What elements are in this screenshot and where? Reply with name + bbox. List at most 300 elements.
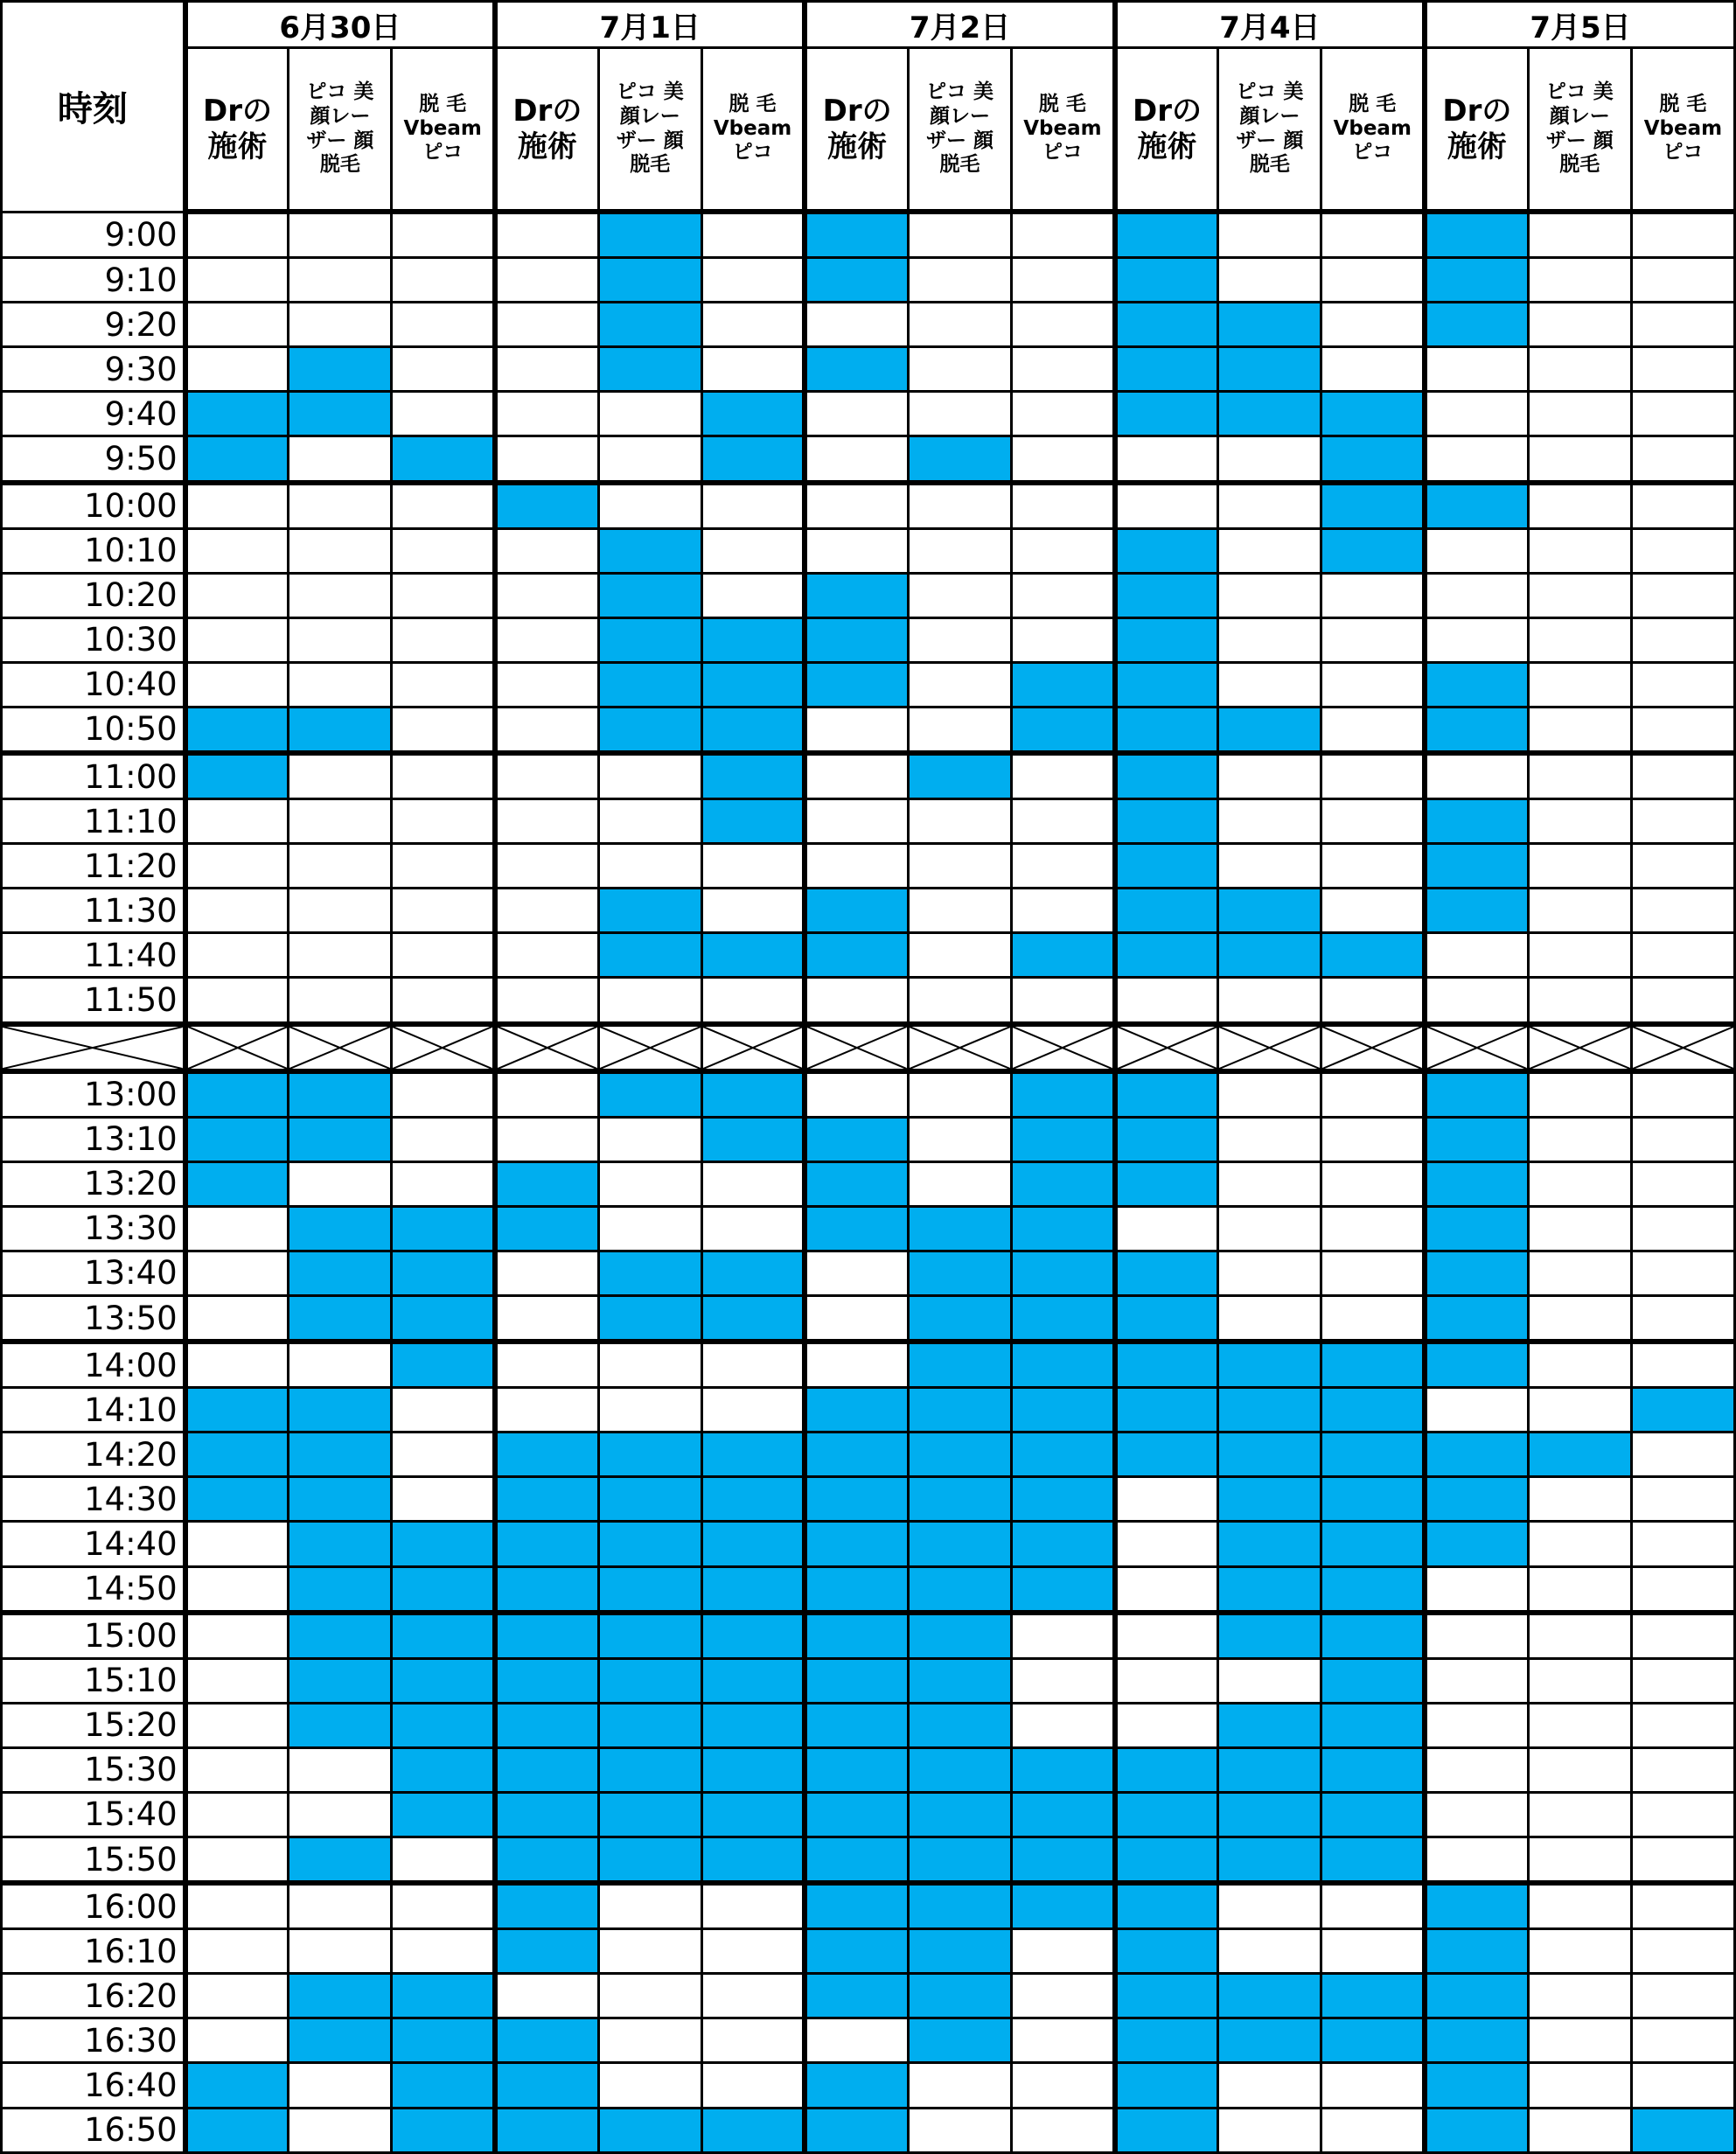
booked-slot[interactable] [1321,1477,1425,1522]
open-slot[interactable] [495,303,598,347]
open-slot[interactable] [1528,753,1631,799]
open-slot[interactable] [1012,1929,1115,1974]
open-slot[interactable] [1012,844,1115,889]
open-slot[interactable] [1631,844,1734,889]
booked-slot[interactable] [1321,933,1425,978]
booked-slot[interactable] [1012,662,1115,707]
open-slot[interactable] [1631,617,1734,662]
open-slot[interactable] [1218,1883,1321,1929]
open-slot[interactable] [598,1883,701,1929]
open-slot[interactable] [1425,1837,1528,1884]
booked-slot[interactable] [908,1477,1011,1522]
booked-slot[interactable] [1012,1161,1115,1206]
booked-slot[interactable] [1012,933,1115,978]
open-slot[interactable] [289,844,392,889]
open-slot[interactable] [1012,617,1115,662]
open-slot[interactable] [1321,799,1425,844]
open-slot[interactable] [1631,528,1734,573]
booked-slot[interactable] [1321,2018,1425,2063]
booked-slot[interactable] [185,1477,289,1522]
open-slot[interactable] [289,1747,392,1792]
booked-slot[interactable] [1425,799,1528,844]
open-slot[interactable] [1425,978,1528,1024]
open-slot[interactable] [1528,1161,1631,1206]
open-slot[interactable] [1218,1658,1321,1703]
open-slot[interactable] [1528,1974,1631,2018]
booked-slot[interactable] [598,1296,701,1342]
open-slot[interactable] [1218,2108,1321,2153]
booked-slot[interactable] [805,1161,908,1206]
booked-slot[interactable] [701,1071,805,1118]
open-slot[interactable] [1012,889,1115,933]
booked-slot[interactable] [495,1837,598,1884]
open-slot[interactable] [1115,1206,1218,1251]
open-slot[interactable] [1528,436,1631,483]
open-slot[interactable] [598,1206,701,1251]
booked-slot[interactable] [1425,2063,1528,2108]
booked-slot[interactable] [701,1566,805,1613]
open-slot[interactable] [598,392,701,436]
open-slot[interactable] [392,1883,495,1929]
booked-slot[interactable] [1115,2063,1218,2108]
open-slot[interactable] [805,1342,908,1388]
open-slot[interactable] [1528,2018,1631,2063]
open-slot[interactable] [1321,978,1425,1024]
open-slot[interactable] [1218,1117,1321,1161]
booked-slot[interactable] [805,1206,908,1251]
open-slot[interactable] [1631,707,1734,753]
open-slot[interactable] [392,662,495,707]
booked-slot[interactable] [1012,1251,1115,1295]
booked-slot[interactable] [805,1883,908,1929]
open-slot[interactable] [1631,1703,1734,1747]
open-slot[interactable] [1528,1206,1631,1251]
booked-slot[interactable] [1115,347,1218,392]
open-slot[interactable] [1631,662,1734,707]
open-slot[interactable] [185,1342,289,1388]
booked-slot[interactable] [805,347,908,392]
booked-slot[interactable] [1425,1296,1528,1342]
open-slot[interactable] [908,2063,1011,2108]
open-slot[interactable] [701,258,805,303]
open-slot[interactable] [495,347,598,392]
booked-slot[interactable] [1115,2108,1218,2153]
open-slot[interactable] [1528,844,1631,889]
booked-slot[interactable] [1321,1703,1425,1747]
booked-slot[interactable] [392,1613,495,1659]
open-slot[interactable] [185,212,289,258]
open-slot[interactable] [1631,2063,1734,2108]
open-slot[interactable] [289,978,392,1024]
open-slot[interactable] [1528,1296,1631,1342]
booked-slot[interactable] [805,1703,908,1747]
open-slot[interactable] [392,844,495,889]
open-slot[interactable] [908,1117,1011,1161]
open-slot[interactable] [1528,2108,1631,2153]
booked-slot[interactable] [908,753,1011,799]
booked-slot[interactable] [701,799,805,844]
open-slot[interactable] [1218,2063,1321,2108]
booked-slot[interactable] [805,1566,908,1613]
open-slot[interactable] [701,1929,805,1974]
booked-slot[interactable] [1425,662,1528,707]
open-slot[interactable] [1012,799,1115,844]
open-slot[interactable] [1218,212,1321,258]
booked-slot[interactable] [598,889,701,933]
booked-slot[interactable] [289,1522,392,1566]
open-slot[interactable] [1115,1477,1218,1522]
open-slot[interactable] [1321,1929,1425,1974]
booked-slot[interactable] [1115,1161,1218,1206]
open-slot[interactable] [701,1161,805,1206]
open-slot[interactable] [495,1388,598,1433]
booked-slot[interactable] [701,1296,805,1342]
booked-slot[interactable] [805,889,908,933]
open-slot[interactable] [1218,436,1321,483]
open-slot[interactable] [185,347,289,392]
booked-slot[interactable] [805,1613,908,1659]
open-slot[interactable] [1321,707,1425,753]
booked-slot[interactable] [701,1837,805,1884]
booked-slot[interactable] [805,1792,908,1837]
open-slot[interactable] [1321,303,1425,347]
open-slot[interactable] [495,617,598,662]
open-slot[interactable] [1528,1703,1631,1747]
open-slot[interactable] [185,1522,289,1566]
booked-slot[interactable] [805,1974,908,2018]
booked-slot[interactable] [598,573,701,617]
booked-slot[interactable] [392,1792,495,1837]
open-slot[interactable] [1528,1117,1631,1161]
open-slot[interactable] [392,753,495,799]
booked-slot[interactable] [1012,1388,1115,1433]
open-slot[interactable] [1631,2018,1734,2063]
booked-slot[interactable] [598,212,701,258]
booked-slot[interactable] [908,1792,1011,1837]
open-slot[interactable] [495,753,598,799]
booked-slot[interactable] [701,933,805,978]
open-slot[interactable] [1321,1883,1425,1929]
booked-slot[interactable] [805,617,908,662]
booked-slot[interactable] [1218,1522,1321,1566]
booked-slot[interactable] [495,1206,598,1251]
open-slot[interactable] [1321,1071,1425,1118]
open-slot[interactable] [908,528,1011,573]
open-slot[interactable] [495,573,598,617]
booked-slot[interactable] [1115,662,1218,707]
booked-slot[interactable] [1218,1974,1321,2018]
open-slot[interactable] [1425,1703,1528,1747]
open-slot[interactable] [1321,889,1425,933]
open-slot[interactable] [1528,1929,1631,1974]
booked-slot[interactable] [701,1477,805,1522]
booked-slot[interactable] [1631,2108,1734,2153]
open-slot[interactable] [392,617,495,662]
open-slot[interactable] [1631,1974,1734,2018]
booked-slot[interactable] [289,392,392,436]
booked-slot[interactable] [289,1477,392,1522]
booked-slot[interactable] [908,1251,1011,1295]
booked-slot[interactable] [1425,1883,1528,1929]
booked-slot[interactable] [1115,212,1218,258]
open-slot[interactable] [1631,258,1734,303]
open-slot[interactable] [1631,1522,1734,1566]
open-slot[interactable] [1528,1658,1631,1703]
open-slot[interactable] [392,889,495,933]
open-slot[interactable] [1528,707,1631,753]
open-slot[interactable] [185,978,289,1024]
open-slot[interactable] [1218,844,1321,889]
booked-slot[interactable] [1012,1566,1115,1613]
booked-slot[interactable] [495,1703,598,1747]
booked-slot[interactable] [185,392,289,436]
open-slot[interactable] [805,483,908,529]
booked-slot[interactable] [1321,1658,1425,1703]
open-slot[interactable] [1631,1658,1734,1703]
open-slot[interactable] [598,1929,701,1974]
booked-slot[interactable] [1528,1433,1631,1477]
open-slot[interactable] [1631,347,1734,392]
booked-slot[interactable] [598,1613,701,1659]
booked-slot[interactable] [392,1747,495,1792]
open-slot[interactable] [1425,528,1528,573]
open-slot[interactable] [289,753,392,799]
booked-slot[interactable] [805,258,908,303]
open-slot[interactable] [701,212,805,258]
open-slot[interactable] [495,1251,598,1295]
open-slot[interactable] [598,1342,701,1388]
booked-slot[interactable] [1115,528,1218,573]
booked-slot[interactable] [805,1747,908,1792]
booked-slot[interactable] [1321,483,1425,529]
booked-slot[interactable] [392,2108,495,2153]
booked-slot[interactable] [908,1974,1011,2018]
open-slot[interactable] [1012,212,1115,258]
booked-slot[interactable] [495,2108,598,2153]
booked-slot[interactable] [1218,1342,1321,1388]
open-slot[interactable] [1528,392,1631,436]
open-slot[interactable] [598,1388,701,1433]
booked-slot[interactable] [495,1477,598,1522]
booked-slot[interactable] [805,1433,908,1477]
open-slot[interactable] [1321,573,1425,617]
open-slot[interactable] [1631,1433,1734,1477]
booked-slot[interactable] [1115,1296,1218,1342]
open-slot[interactable] [185,1929,289,1974]
booked-slot[interactable] [908,1388,1011,1433]
open-slot[interactable] [1012,436,1115,483]
open-slot[interactable] [1012,392,1115,436]
booked-slot[interactable] [495,1522,598,1566]
open-slot[interactable] [392,1161,495,1206]
booked-slot[interactable] [598,1477,701,1522]
open-slot[interactable] [1115,436,1218,483]
booked-slot[interactable] [805,1477,908,1522]
open-slot[interactable] [185,483,289,529]
open-slot[interactable] [185,573,289,617]
booked-slot[interactable] [805,1837,908,1884]
booked-slot[interactable] [908,1206,1011,1251]
open-slot[interactable] [495,978,598,1024]
open-slot[interactable] [1631,1206,1734,1251]
booked-slot[interactable] [289,1566,392,1613]
open-slot[interactable] [805,436,908,483]
booked-slot[interactable] [1218,2018,1321,2063]
open-slot[interactable] [701,1883,805,1929]
open-slot[interactable] [701,303,805,347]
booked-slot[interactable] [392,1703,495,1747]
booked-slot[interactable] [908,1433,1011,1477]
open-slot[interactable] [392,392,495,436]
booked-slot[interactable] [185,1071,289,1118]
booked-slot[interactable] [1425,1522,1528,1566]
booked-slot[interactable] [701,2108,805,2153]
booked-slot[interactable] [908,1522,1011,1566]
booked-slot[interactable] [392,1296,495,1342]
booked-slot[interactable] [1115,1792,1218,1837]
booked-slot[interactable] [701,662,805,707]
open-slot[interactable] [908,799,1011,844]
open-slot[interactable] [185,799,289,844]
booked-slot[interactable] [289,1613,392,1659]
open-slot[interactable] [1115,1613,1218,1659]
open-slot[interactable] [289,303,392,347]
booked-slot[interactable] [1218,1433,1321,1477]
open-slot[interactable] [805,392,908,436]
open-slot[interactable] [908,1071,1011,1118]
booked-slot[interactable] [1321,1792,1425,1837]
booked-slot[interactable] [701,436,805,483]
open-slot[interactable] [1631,933,1734,978]
booked-slot[interactable] [598,1071,701,1118]
open-slot[interactable] [1012,1658,1115,1703]
open-slot[interactable] [289,483,392,529]
open-slot[interactable] [1012,483,1115,529]
open-slot[interactable] [1528,528,1631,573]
open-slot[interactable] [185,662,289,707]
booked-slot[interactable] [598,303,701,347]
open-slot[interactable] [908,889,1011,933]
booked-slot[interactable] [1321,392,1425,436]
open-slot[interactable] [1321,1296,1425,1342]
open-slot[interactable] [392,1929,495,1974]
booked-slot[interactable] [289,1658,392,1703]
open-slot[interactable] [185,2018,289,2063]
open-slot[interactable] [1218,258,1321,303]
open-slot[interactable] [1631,1613,1734,1659]
open-slot[interactable] [392,1117,495,1161]
booked-slot[interactable] [1425,1342,1528,1388]
open-slot[interactable] [805,707,908,753]
open-slot[interactable] [185,1206,289,1251]
booked-slot[interactable] [1012,1522,1115,1566]
booked-slot[interactable] [1115,1251,1218,1295]
open-slot[interactable] [495,844,598,889]
booked-slot[interactable] [1321,1433,1425,1477]
open-slot[interactable] [1425,436,1528,483]
booked-slot[interactable] [1218,1792,1321,1837]
open-slot[interactable] [392,1433,495,1477]
open-slot[interactable] [495,392,598,436]
open-slot[interactable] [185,1792,289,1837]
open-slot[interactable] [289,1792,392,1837]
open-slot[interactable] [1631,1883,1734,1929]
open-slot[interactable] [598,753,701,799]
open-slot[interactable] [1528,573,1631,617]
booked-slot[interactable] [392,1658,495,1703]
booked-slot[interactable] [1012,1837,1115,1884]
booked-slot[interactable] [1425,2018,1528,2063]
booked-slot[interactable] [495,1613,598,1659]
booked-slot[interactable] [598,617,701,662]
open-slot[interactable] [1528,1883,1631,1929]
booked-slot[interactable] [1425,1117,1528,1161]
open-slot[interactable] [805,844,908,889]
booked-slot[interactable] [392,1522,495,1566]
booked-slot[interactable] [289,1974,392,2018]
open-slot[interactable] [1218,799,1321,844]
booked-slot[interactable] [1425,1477,1528,1522]
open-slot[interactable] [289,1883,392,1929]
booked-slot[interactable] [598,662,701,707]
open-slot[interactable] [805,799,908,844]
open-slot[interactable] [908,258,1011,303]
open-slot[interactable] [701,978,805,1024]
open-slot[interactable] [185,889,289,933]
booked-slot[interactable] [1115,1837,1218,1884]
open-slot[interactable] [1218,978,1321,1024]
open-slot[interactable] [495,528,598,573]
booked-slot[interactable] [392,2018,495,2063]
open-slot[interactable] [598,436,701,483]
booked-slot[interactable] [1425,1071,1528,1118]
booked-slot[interactable] [495,2063,598,2108]
open-slot[interactable] [701,1206,805,1251]
booked-slot[interactable] [1012,1792,1115,1837]
open-slot[interactable] [392,1071,495,1118]
open-slot[interactable] [598,1117,701,1161]
open-slot[interactable] [1218,1296,1321,1342]
booked-slot[interactable] [805,2063,908,2108]
booked-slot[interactable] [289,1703,392,1747]
booked-slot[interactable] [392,1342,495,1388]
booked-slot[interactable] [908,436,1011,483]
booked-slot[interactable] [1115,1117,1218,1161]
open-slot[interactable] [1012,753,1115,799]
open-slot[interactable] [289,1161,392,1206]
open-slot[interactable] [289,2063,392,2108]
booked-slot[interactable] [1115,2018,1218,2063]
booked-slot[interactable] [1425,303,1528,347]
booked-slot[interactable] [908,1613,1011,1659]
booked-slot[interactable] [185,1433,289,1477]
booked-slot[interactable] [495,1792,598,1837]
open-slot[interactable] [1321,662,1425,707]
booked-slot[interactable] [1425,1251,1528,1295]
booked-slot[interactable] [1218,1477,1321,1522]
open-slot[interactable] [495,1974,598,2018]
booked-slot[interactable] [805,573,908,617]
booked-slot[interactable] [1115,1388,1218,1433]
booked-slot[interactable] [185,2108,289,2153]
open-slot[interactable] [495,799,598,844]
open-slot[interactable] [598,799,701,844]
open-slot[interactable] [1528,347,1631,392]
open-slot[interactable] [392,303,495,347]
open-slot[interactable] [1218,528,1321,573]
open-slot[interactable] [1528,1613,1631,1659]
booked-slot[interactable] [1425,1206,1528,1251]
